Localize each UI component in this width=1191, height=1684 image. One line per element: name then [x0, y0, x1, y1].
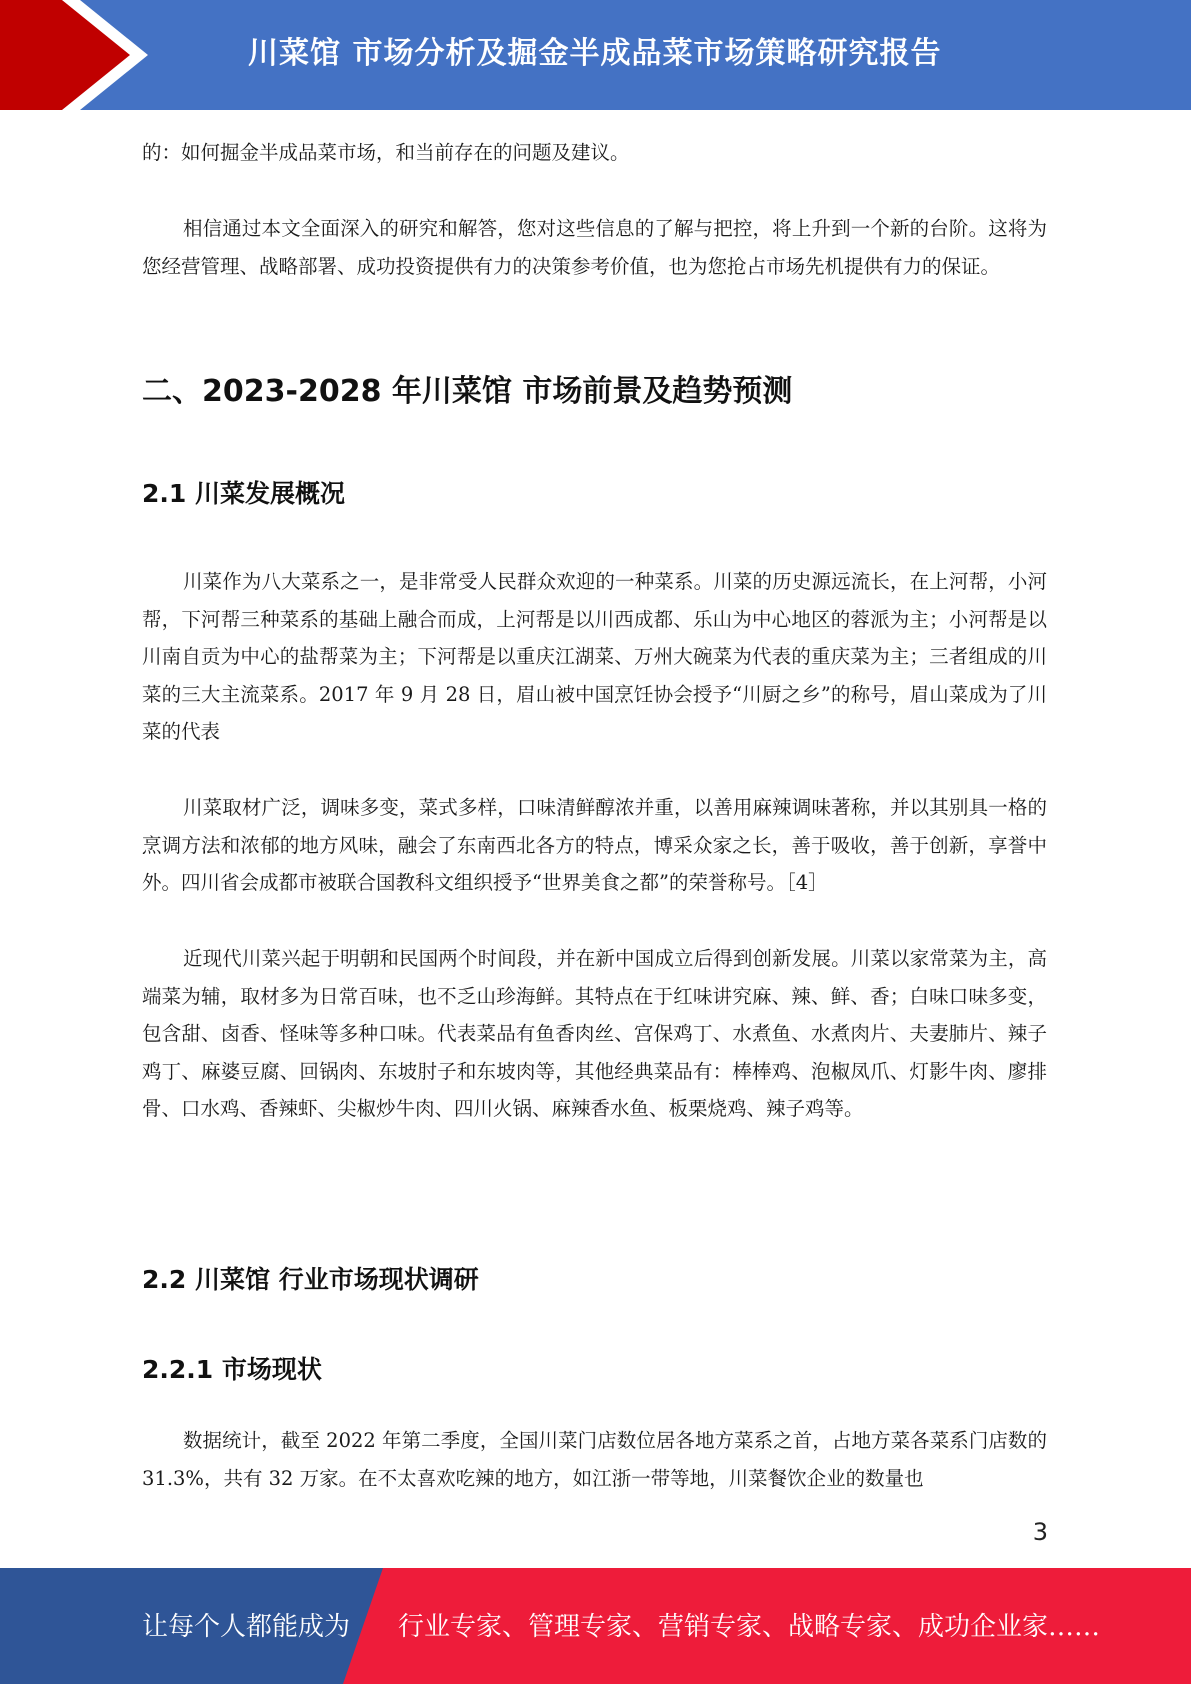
paragraph-sichuan-cuisine-history: 近现代川菜兴起于明朝和民国两个时间段，并在新中国成立后得到创新发展。川菜以家常菜为主，高端菜为辅，取材多为日常百味，也不乏山珍海鲜。其特点在于红味讲究麻、辣、鲜、香；白味口味多变，包含甜、卤香、怪味等多种口味。代表菜品有鱼香肉丝、宫保鸡丁、水煮鱼、水煮肉片、夫妻肺片、辣子鸡丁、麻婆豆腐、回锅肉、东坡肘子和东坡肉等，其他经典菜品有：棒棒鸡、泡椒凤爪、灯影牛肉、廖排骨、口水鸡、香辣虾、尖椒炒牛肉、四川火锅、麻辣香水鱼、板栗烧鸡、辣子鸡等。 [142, 947, 1047, 1120]
footer-slogan-left: 让每个人都能成为 [142, 1612, 351, 1642]
page-number: 3 [1032, 1518, 1048, 1546]
paragraph-intro-end: 的：如何掘金半成品菜市场，和当前存在的问题及建议。 [142, 141, 630, 164]
header-title: 川菜馆 市场分析及掘金半成品菜市场策略研究报告 [248, 36, 942, 71]
page-footer-band [0, 1568, 1191, 1684]
page-header-band [0, 0, 1191, 110]
paragraph-sichuan-cuisine-features: 川菜取材广泛，调味多变，菜式多样，口味清鲜醇浓并重，以善用麻辣调味著称，并以其别具一格的烹调方法和浓郁的地方风味，融会了东南西北各方的特点，博采众家之长，善于吸收，善于创新，享誉中外。四川省会成都市被联合国教科文组织授予“世界美食之都”的荣誉称号。［4］ [142, 796, 1047, 894]
section-heading-2: 二、2023-2028 年川菜馆 市场前景及趋势预测 [142, 374, 793, 409]
subsection-heading-2-1: 2.1 川菜发展概况 [142, 479, 345, 508]
subsection-heading-2-2: 2.2 川菜馆 行业市场现状调研 [142, 1265, 479, 1294]
paragraph-market-status: 数据统计，截至 2022 年第二季度，全国川菜门店数位居各地方菜系之首，占地方菜各菜系门店数的 31.3%，共有 32 万家。在不太喜欢吃辣的地方，如江浙一带等地，川菜餐饮企业的数量也 [142, 1429, 1047, 1490]
header-red-arrow [0, 0, 148, 110]
paragraph-sichuan-cuisine-overview: 川菜作为八大菜系之一，是非常受人民群众欢迎的一种菜系。川菜的历史源远流长，在上河帮，小河帮，下河帮三种菜系的基础上融合而成，上河帮是以川西成都、乐山为中心地区的蓉派为主；小河帮是以川南自贡为中心的盐帮菜为主；下河帮是以重庆江湖菜、万州大碗菜为代表的重庆菜为主；三者组成的川菜的三大主流菜系。2017 年 9 月 28 日，眉山被中国烹饪协会授予“川厨之乡”的称号，眉山菜成为了川菜的代表 [142, 570, 1047, 743]
footer-slogan-right: 行业专家、管理专家、营销专家、战略专家、成功企业家…… [398, 1612, 1101, 1642]
paragraph-value-statement: 相信通过本文全面深入的研究和解答，您对这些信息的了解与把控，将上升到一个新的台阶。这将为您经营管理、战略部署、成功投资提供有力的决策参考价值，也为您抢占市场先机提供有力的保证。 [142, 217, 1047, 278]
subsection-heading-2-2-1: 2.2.1 市场现状 [142, 1355, 322, 1384]
